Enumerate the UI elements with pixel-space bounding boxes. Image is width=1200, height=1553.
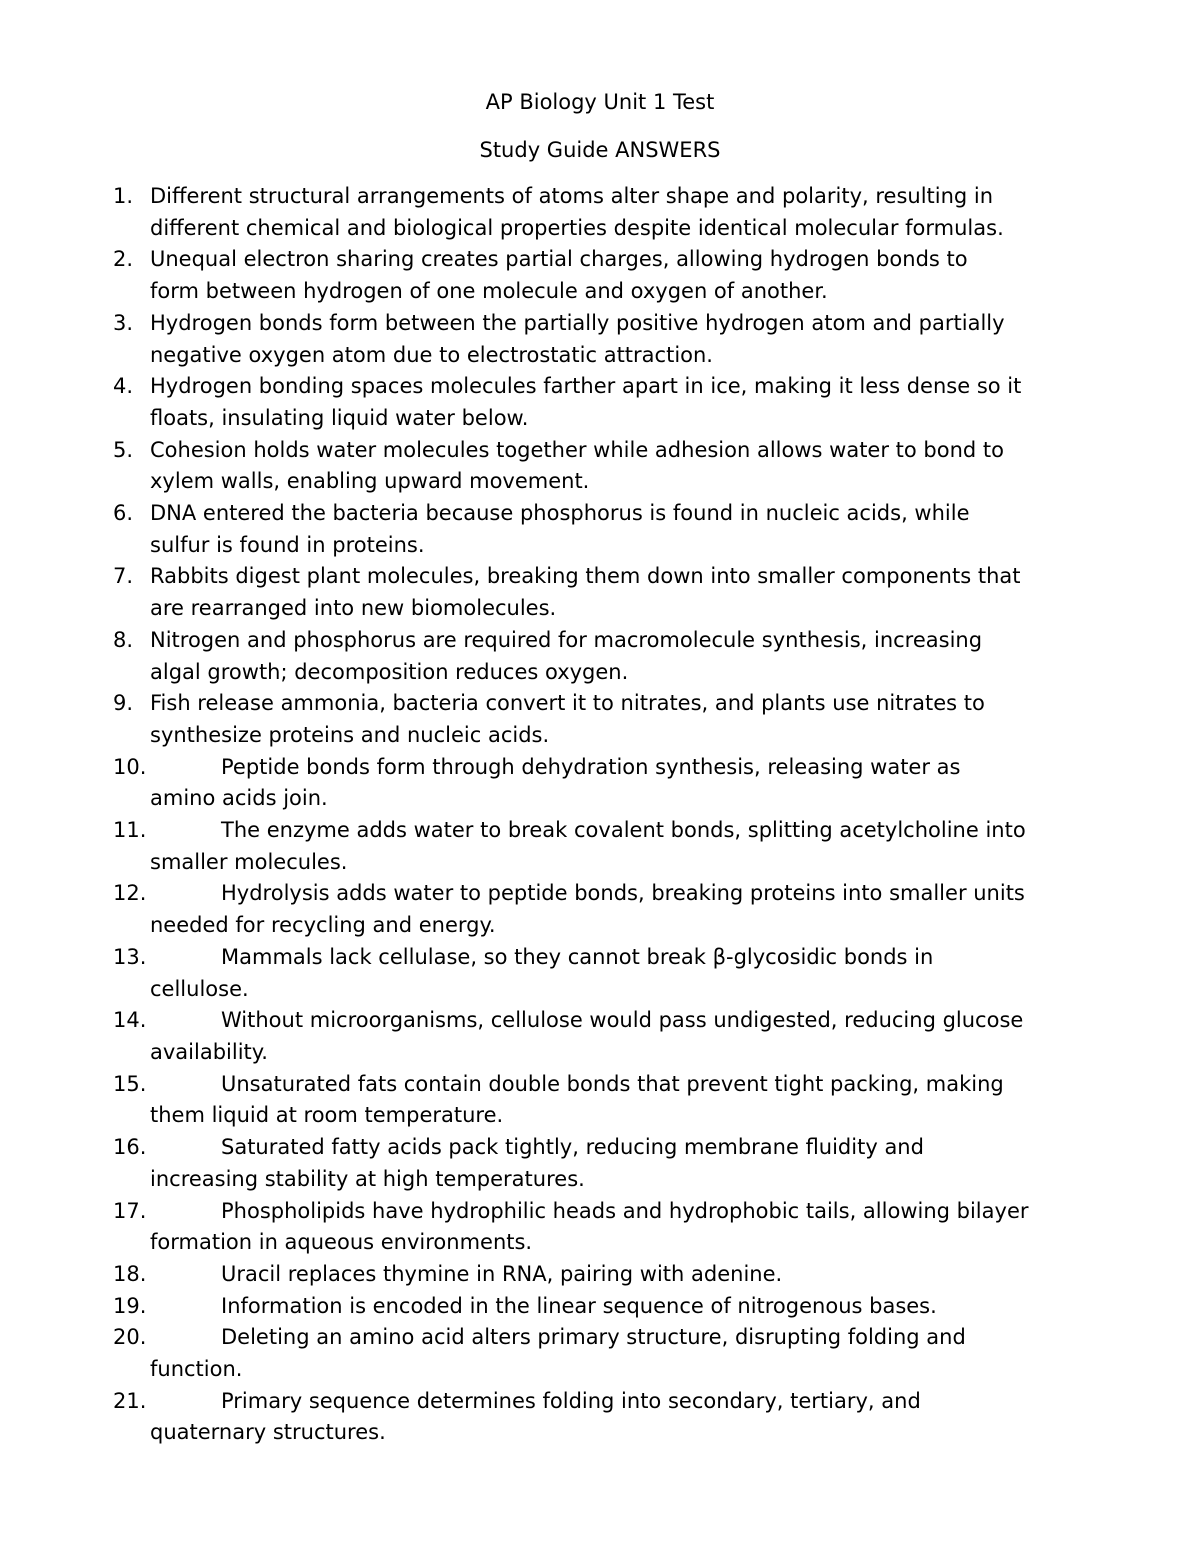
answer-line: sulfur is found in proteins. <box>150 532 425 557</box>
answer-item <box>0 498 1140 561</box>
answer-number: 1. <box>113 184 134 208</box>
answer-item <box>0 688 1140 751</box>
answer-item <box>0 308 1140 371</box>
answer-line: increasing stability at high temperatures. <box>150 1166 585 1191</box>
answer-line: form between hydrogen of one molecule and oxygen of another. <box>150 279 828 304</box>
answer-number: 12. <box>113 881 147 906</box>
answer-number: 6. <box>113 501 134 526</box>
answer-line: floats, insulating liquid water below. <box>150 405 529 430</box>
answer-item <box>0 1069 1140 1132</box>
answer-item <box>0 815 1140 878</box>
answer-number: 10. <box>113 754 147 779</box>
answer-number: 9. <box>113 691 134 716</box>
answer-line: Cohesion holds water molecules together while adhesion allows water to bond to <box>150 437 1004 462</box>
answer-item <box>0 181 1140 244</box>
answer-line: xylem walls, enabling upward movement. <box>150 469 590 494</box>
answer-number: 20. <box>113 1325 147 1350</box>
answer-number: 5. <box>113 437 134 462</box>
answer-line: Peptide bonds form through dehydration synthesis, releasing water as <box>221 754 961 779</box>
answer-line: Deleting an amino acid alters primary structure, disrupting folding and <box>221 1325 966 1350</box>
answer-item <box>0 435 1140 498</box>
answer-number: 19. <box>113 1293 147 1318</box>
answer-number: 2. <box>113 247 134 272</box>
answer-number: 21. <box>113 1388 147 1413</box>
answer-line: are rearranged into new biomolecules. <box>150 596 557 621</box>
answer-line: Without microorganisms, cellulose would pass undigested, reducing glucose <box>221 1008 1024 1033</box>
answer-line: quaternary structures. <box>150 1420 386 1445</box>
answer-item <box>0 625 1140 688</box>
answer-number: 17. <box>113 1198 147 1223</box>
answer-line: Primary sequence determines folding into secondary, tertiary, and <box>221 1388 921 1413</box>
answer-item <box>0 371 1140 434</box>
answer-line: amino acids join. <box>150 786 328 811</box>
answer-line: DNA entered the bacteria because phosphorus is found in nucleic acids, while <box>150 501 970 526</box>
answer-line: Hydrogen bonds form between the partially positive hydrogen atom and partially <box>150 310 1005 335</box>
answer-line: needed for recycling and energy. <box>150 913 496 938</box>
answer-item <box>0 752 1140 815</box>
answer-line: algal growth; decomposition reduces oxygen. <box>150 659 629 684</box>
answer-line: Nitrogen and phosphorus are required for macromolecule synthesis, increasing <box>150 627 983 652</box>
answer-item <box>0 1259 1140 1291</box>
answer-item <box>0 561 1140 624</box>
answer-list <box>0 181 1200 1449</box>
answer-item <box>0 1386 1140 1449</box>
answer-number: 16. <box>113 1135 147 1160</box>
answer-item <box>0 1322 1140 1385</box>
document-title: AP Biology Unit 1 Test <box>485 90 715 114</box>
answer-line: smaller molecules. <box>150 849 348 874</box>
answer-line: Mammals lack cellulase, so they cannot break β-glycosidic bonds in <box>221 944 934 969</box>
answer-number: 4. <box>113 374 134 399</box>
answer-item <box>0 1196 1140 1259</box>
answer-number: 7. <box>113 564 134 589</box>
answer-number: 11. <box>113 818 147 843</box>
answer-number: 18. <box>113 1261 147 1286</box>
answer-line: Hydrolysis adds water to peptide bonds, breaking proteins into smaller units <box>221 881 1025 906</box>
answer-line: Information is encoded in the linear sequence of nitrogenous bases. <box>221 1293 937 1318</box>
answer-number: 13. <box>113 944 147 969</box>
answer-line: Rabbits digest plant molecules, breaking them down into smaller components that <box>150 564 1021 589</box>
answer-line: formation in aqueous environments. <box>150 1230 533 1255</box>
answer-number: 14. <box>113 1008 147 1033</box>
answer-item <box>0 878 1140 941</box>
answer-line: The enzyme adds water to break covalent bonds, splitting acetylcholine into <box>221 818 1026 843</box>
answer-line: Different structural arrangements of atoms alter shape and polarity, resulting in <box>150 184 994 208</box>
answer-line: Fish release ammonia, bacteria convert it to nitrates, and plants use nitrates to <box>150 691 985 716</box>
answer-line: cellulose. <box>150 976 249 1001</box>
answer-line: Unsaturated fats contain double bonds that prevent tight packing, making <box>221 1071 1004 1096</box>
answer-item <box>0 1291 1140 1323</box>
answer-line: Saturated fatty acids pack tightly, reducing membrane fluidity and <box>221 1135 924 1160</box>
answer-line: negative oxygen atom due to electrostatic attraction. <box>150 342 713 367</box>
answer-line: Phospholipids have hydrophilic heads and hydrophobic tails, allowing bilayer <box>221 1198 1029 1223</box>
answer-line: availability. <box>150 1039 268 1064</box>
answer-number: 8. <box>113 627 134 652</box>
answer-item <box>0 244 1140 307</box>
answer-line: Hydrogen bonding spaces molecules farther apart in ice, making it less dense so it <box>150 374 1022 399</box>
answer-line: function. <box>150 1357 243 1382</box>
answer-line: different chemical and biological properties despite identical molecular formulas. <box>150 215 1004 240</box>
answer-item <box>0 1005 1140 1068</box>
answer-line: Unequal electron sharing creates partial charges, allowing hydrogen bonds to <box>150 247 968 272</box>
answer-line: them liquid at room temperature. <box>150 1103 504 1128</box>
answer-number: 3. <box>113 310 134 335</box>
document-subtitle: Study Guide ANSWERS <box>479 138 721 162</box>
answer-number: 15. <box>113 1071 147 1096</box>
answer-item <box>0 942 1140 1005</box>
answer-line: Uracil replaces thymine in RNA, pairing with adenine. <box>221 1261 783 1286</box>
answer-line: synthesize proteins and nucleic acids. <box>150 722 550 747</box>
answer-item <box>0 1132 1140 1195</box>
